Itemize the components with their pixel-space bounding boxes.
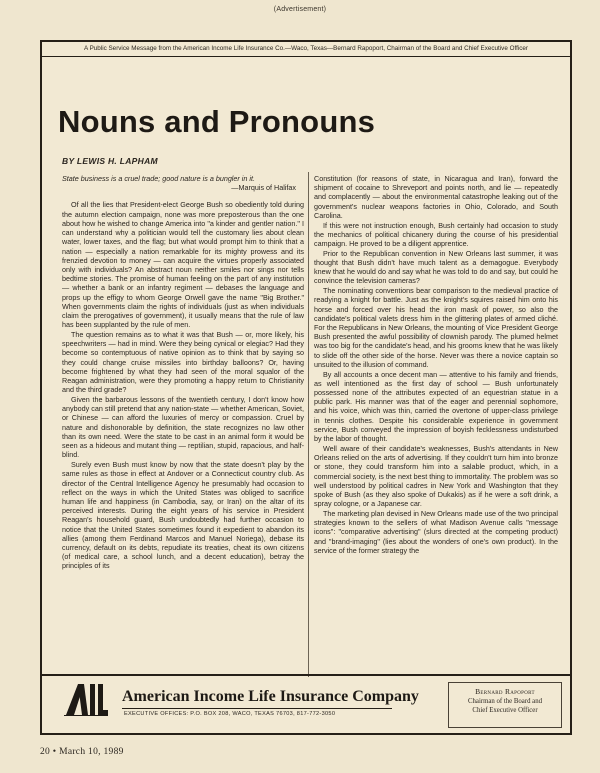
epigraph: State business is a cruel trade; good nature is a bungler in it. (62, 174, 255, 183)
signatory-box (448, 682, 562, 728)
paragraph: The question remains as to what it was that Bush — or, more likely, his speechwriters — had in mind. Were they being cynical or elegiac? Had they become so contemptuous of native opinion as to think that by saying so they could change cruise missiles into birthday balloons? Or, having become frightened by what they had seen of the moral squalor of the Reagan administration, were they promoting a happy return to Christianity and the third grade? (62, 330, 304, 395)
paragraph: Of all the lies that President-elect George Bush so obediently told during the autumn election campaign, none was more preposterous than the one about how he wished to change America into "a kinder and gentler nation." I can understand why a politician would tell the customary lies about clean water, lower taxes, and the flag; but what would prompt him to think that a nation — especially a nation remarkable for its mighty prowess and its frenzied devotion to money — can acquire the virtues properly associated only with individuals? An abstract noun neither smiles nor sings nor tells bedtime stories. The promise of human feeling on the part of any institution — whether a bank or an infantry regiment — debases the language and props up the effigy to whom George Orwell gave the name "Big Brother." When governments claim the rights of individuals (just as when individuals claim the prerogatives of government), it usually means that the rule of law has been supplanted by the rule of men. (62, 200, 304, 330)
epigraph-source: —Marquis of Halifax (231, 183, 296, 193)
advertisement-label: (Advertisement) (273, 6, 327, 13)
company-name: American Income Life Insurance Company (122, 688, 419, 705)
paragraph: The nominating conventions bear comparison to the medieval practice of readying a knight for battle. Just as the knight's squires raised him onto his horse and forced over his head the iron mask of power, so also the candidate's political valets dress him in the glittering plates of armed cliché. For the Republicans in New Orleans, the mounting of Vice President George Bush presented the awful possibility of clownish parody. The plumed helmet was too big for the candidate's head, and his grooms knew that he was likely to slide off the other side of the horse. Never was there a novice captain so unsuited to the illusion of command. (314, 286, 558, 369)
paragraph: The marketing plan devised in New Orleans made use of the two principal strategies known to the sellers of what Madison Avenue calls "message icons": "comparative advertising" (slurs directed at the competing product) and "brand-imaging" (lies about the wonders of one's own product). In the service of the former strategy the (314, 508, 558, 555)
article-column-left (62, 174, 304, 674)
advertisement-frame (40, 40, 572, 735)
public-service-banner: A Public Service Message from the American Income Life Insurance Co.—Waco, Texas—Bernard Rapoport, Chairman of the Board and Chief Executive Officer (42, 42, 570, 57)
article-byline: BY LEWIS H. LAPHAM (62, 156, 158, 166)
company-offices: EXECUTIVE OFFICES: P.O. BOX 208, WACO, TEXAS 76703, 817-772-3050 (124, 711, 336, 717)
column-divider (308, 172, 309, 677)
article-title: Nouns and Pronouns (58, 104, 376, 139)
company-logo-icon (64, 682, 108, 716)
paragraph: Prior to the Republican convention in New Orleans last summer, it was thought that Bush didn't have much talent as a demagogue. Everybody knew that he would do and say what he was told to do and say, but could he convince the television cameras? (314, 248, 558, 286)
article-column-right (314, 174, 558, 674)
company-underline (122, 708, 392, 709)
footer-rule (42, 674, 570, 676)
signatory-name: Bernard Rapoport (475, 687, 535, 696)
paragraph: If this were not instruction enough, Bush certainly had occasion to study the mechanics of political chicanery during the course of his presidential campaign. He proved to be a diligent apprentice. (314, 220, 558, 249)
paragraph: By all accounts a once decent man — attentive to his family and friends, as well intentioned as the first day of school — Bush unfortunately possessed none of the attributes expected of an equestrian statue in a public park. His manner was that of the eager and perennial sophomore, and his voice, which was thin, carried the overtone of upper-class privilege in tennis clothes. Despite his considerable experience in government service, Bush conveyed the impression of boyish fecklessness undisturbed by the labor of thought. (314, 369, 558, 444)
paragraph: Constitution (for reasons of state, in Nicaragua and Iran), forward the shipment of cocaine to Shreveport and points north, and lie — repeatedly and complacently — about the environmental catastrophe leaking out of the government's nuclear weapons factories in Ohio, Colorado, and South Carolina. (314, 174, 558, 220)
page-footer: 20 • March 10, 1989 (40, 747, 124, 757)
signatory-title-line-2: Chief Executive Officer (472, 707, 538, 715)
signatory-title-line-1: Chairman of the Board and (468, 698, 542, 706)
paragraph: Surely even Bush must know by now that the state doesn't play by the same rules as those in effect at Andover or a Connecticut country club. As director of the Central Intelligence Agency he presumably had occasion to reflect on the ways in which the United States was obliged to sacrifice human life and happiness (in Cambodia, say, or Iran) on the altar of its perceived interests. During the eight years of his service in President Reagan's household guard, Bush undoubtedly had further occasion to notice that the United States sometimes found it expedient to abandon its allies (among them Ferdinand Marcos and Manuel Noriega), debase its currency, default on its debts, repudiate its treaties, cheat its own citizens (of medical care, a school lunch, and a decent education), betray the principles of its (62, 460, 304, 571)
paragraph: Well aware of their candidate's weaknesses, Bush's attendants in New Orleans relied on the arts of advertising. If they couldn't turn him into bronze or stone, they could transform him into a salable product, which, in a commercial society, is the next best thing to immortality. The problem was so well understood by political cadres in New York and Washington that they spoke of Bush (as they also spoke of Dukakis) as if he were a soft drink, a spray cologne, or a Japanese car. (314, 443, 558, 509)
paragraph: Given the barbarous lessons of the twentieth century, I don't know how anybody can still pretend that any nation-state — whether American, Soviet, or Chinese — can afford the luxuries of mercy or compassion. Cruel by nature and dishonorable by definition, the state recognizes no law other than its own need. Were the state to be cast in an animal form it would be seen as a hideous and mutant thing — reptilian, stupid, rapacious, and half-blind. (62, 395, 304, 460)
